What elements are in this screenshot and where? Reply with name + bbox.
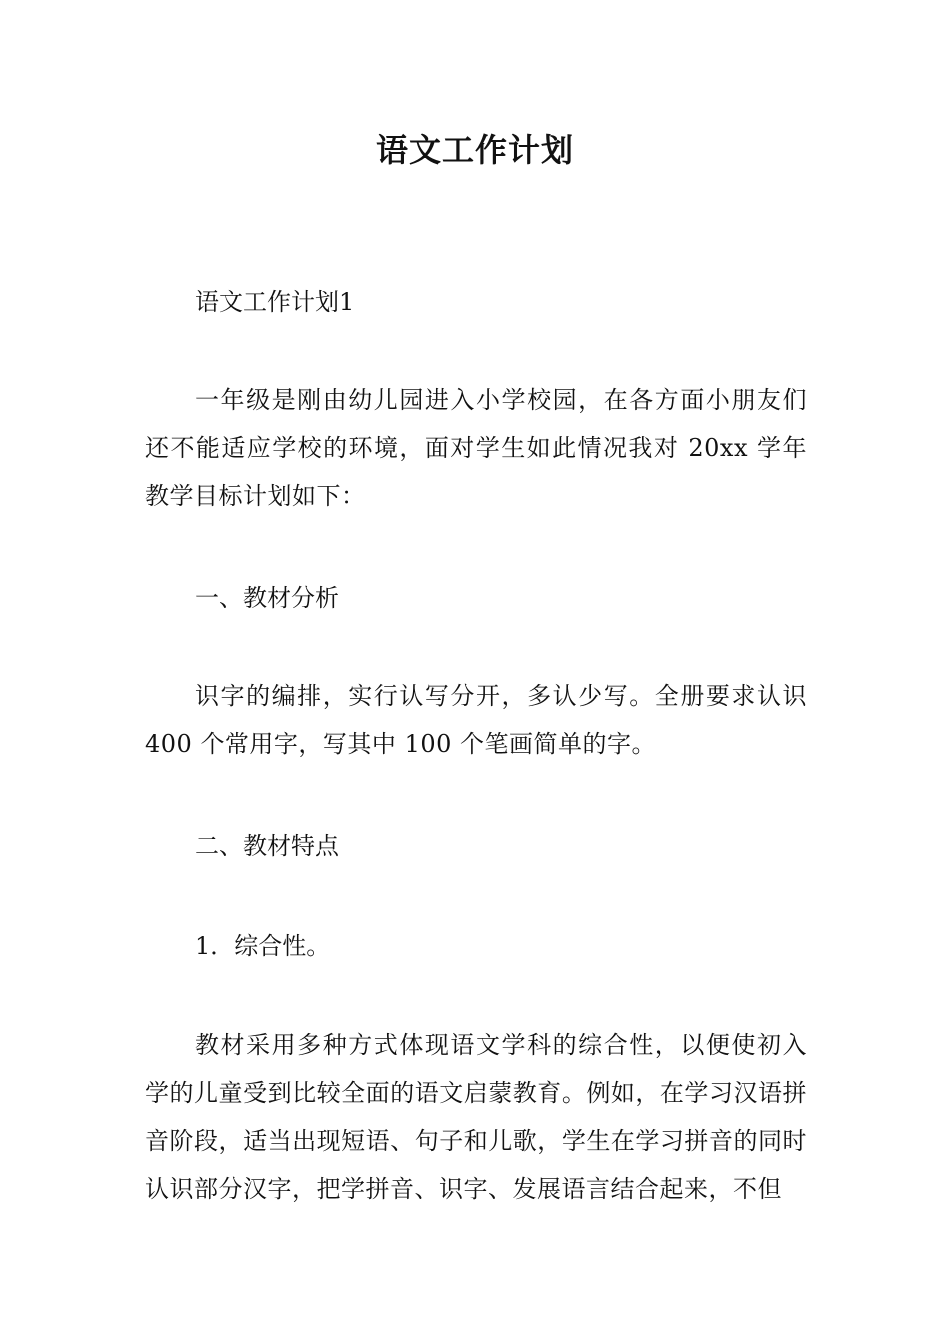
plan-subtitle: 语文工作计划1 xyxy=(195,288,355,316)
section-heading-textbook-analysis: 一、教材分析 xyxy=(195,584,339,612)
textbook-analysis-paragraph: 识字的编排，实行认写分开，多认少写。全册要求认识 400 个常用字，写其中 100 个笔画简单的字。 xyxy=(145,682,807,758)
intro-paragraph: 一年级是刚由幼儿园进入小学校园，在各方面小朋友们还不能适应学校的环境，面对学生如此情况我对 20xx 学年教学目标计划如下： xyxy=(145,386,807,510)
document-title: 语文工作计划 xyxy=(375,131,574,169)
section-heading-textbook-features: 二、教材特点 xyxy=(195,832,339,860)
item-heading-comprehensive: 1．综合性。 xyxy=(195,932,331,960)
comprehensive-paragraph: 教材采用多种方式体现语文学科的综合性，以便使初入学的儿童受到比较全面的语文启蒙教育。例如，在学习汉语拼音阶段，适当出现短语、句子和儿歌，学生在学习拼音的同时认识部分汉字，把学拼音、识字、发展语言结合起来，不但 xyxy=(145,1031,807,1203)
